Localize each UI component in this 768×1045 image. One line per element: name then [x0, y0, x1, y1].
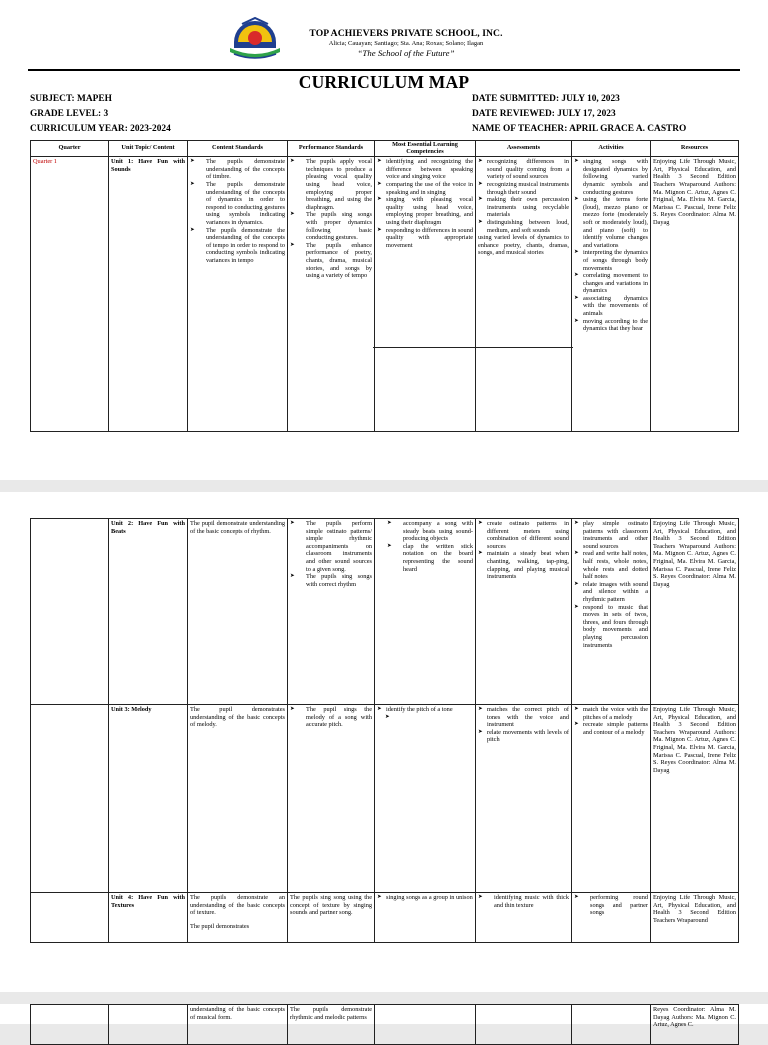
- date-submitted: DATE SUBMITTED: JULY 10, 2023: [472, 94, 620, 104]
- unit-cell: Unit 2: Have Fun with Beats: [109, 519, 188, 705]
- list-item: ➤ read and write half notes, half rests, whole notes, whole rests and dotted half notes: [574, 550, 648, 580]
- page-3: [0, 1004, 768, 1029]
- quarter-cell: [31, 519, 109, 705]
- col-resources: Resources: [651, 141, 739, 157]
- school-address: Alicia; Cauayan; Santiago; Sta. Ana; Roxas; Solano; Ilagan: [328, 40, 484, 47]
- list-item: ➤ respond to music that moves in sets of twos, threes, and fours through body movements and playing percussion instruments: [574, 604, 648, 650]
- list-item: ➤ relate movements with levels of pitch: [478, 729, 569, 744]
- list-item: ➤ identify the pitch of a tone: [377, 706, 473, 714]
- year-label: CURRICULUM YEAR: 2023-2024: [30, 124, 171, 134]
- list-item: ➤ play simple ostinato patterns with classroom instruments and other sound sources: [574, 520, 648, 550]
- curriculum-table: [30, 140, 739, 432]
- list-item: ➤ performing round songs and partner songs: [574, 894, 648, 917]
- assessments-cell: [476, 893, 572, 943]
- content-standards-cell: [188, 893, 288, 943]
- school-motto: “The School of the Future”: [357, 48, 455, 58]
- performance-standards-cell: The pupils sing song using the concept of texture by singing sounds and partner song.: [288, 893, 375, 943]
- col-assessments: Assessments: [476, 141, 572, 157]
- col-melc: Most Essential Learning Competencies: [375, 141, 476, 157]
- list-item: ➤ singing songs with designated dynamics by following varied dynamic symbols and conducting gestures: [574, 158, 648, 196]
- col-quarter: Quarter: [31, 141, 109, 157]
- list-item: ➤ match the voice with the pitches of a melody: [574, 706, 648, 721]
- content-standards-cell: The pupil demonstrate understanding of the basic concepts of rhythm.: [188, 519, 288, 705]
- resources-cell: Enjoying Life Through Music, Art, Physical Education, and Health 3 Second Edition Teachers Wraparound Authors: Ma. Mignon C. Artuz, Agnes C. Friginal, Ma. Elvira M. Garcia, Marissa C. Pascual, Irene Feliz S. Reyes Coordinator: Alma M. Dayag: [651, 157, 739, 432]
- performance-standards-cell: [288, 519, 375, 705]
- list-item: ➤ identifying and recognizing the difference between speaking voice and singing voice: [377, 158, 473, 181]
- list-item: ➤ distinguishing between loud, medium, and soft sounds: [478, 219, 569, 234]
- unit-cell: [109, 1005, 188, 1045]
- list-item: ➤ using the terms forte (loud), mezzo piano or mezzo forte (moderately soft or moderately loud), and piano (soft) to identify volume changes and variations: [574, 196, 648, 249]
- list-item: ➤ making their own percussion instruments using recyclable materials: [478, 196, 569, 219]
- list-item: ➤ recognizing musical instruments through their sound: [478, 181, 569, 196]
- assessment-tail: using varied levels of dynamics to enhance poetry, chants, dramas, songs, and musical stories: [478, 234, 569, 257]
- list-item: ➤ relate images with sound and silence within a rhythmic pattern: [574, 581, 648, 604]
- curriculum-table-continued: [30, 1004, 739, 1045]
- list-item: ➤ The pupils enhance performance of poetry, chants, drama, musical stories, and songs by using a variety of tempo: [290, 242, 372, 280]
- list-item: ➤ correlating movement to changes and variations in dynamics: [574, 272, 648, 295]
- col-performance-standards: Performance Standards: [288, 141, 375, 157]
- unit-cell: Unit 1: Have Fun with Sounds: [109, 157, 188, 432]
- grade-label: GRADE LEVEL: 3: [30, 109, 109, 119]
- resources-cell: Enjoying Life Through Music, Art, Physical Education, and Health 3 Second Edition Teachers Wraparound: [651, 893, 739, 943]
- list-item: ➤ maintain a steady beat when chanting, walking, tap-ping, clapping, and playing musical instruments: [478, 550, 569, 580]
- list-item: ➤ singing with pleasing vocal quality using head voice, employing proper breathing, and using their diaphragm: [377, 196, 473, 226]
- list-item: ➤ The pupils perform simple ostinato patterns/ simple rhythmic accompaniments on classroom instruments and other sound sources to a given song.: [290, 520, 372, 573]
- melc-cell: [375, 893, 476, 943]
- school-seal-logo: [228, 12, 282, 66]
- melc-cell: [375, 519, 476, 705]
- performance-standards-cell: [288, 705, 375, 893]
- resources-cell: Enjoying Life Through Music, Art, Physical Education, and Health 3 Second Edition Teachers Wraparound Authors: Ma. Mignon C. Artuz, Agnes C. Friginal, Ma. Elvira M. Garcia, Marissa C. Pascual, Irene Feliz S. Reyes Coordinator: Alma M. Dayag: [651, 519, 739, 705]
- content-standards-cell: [188, 157, 288, 432]
- quarter-cell: Quarter 1: [31, 157, 109, 432]
- activities-cell: [572, 1005, 651, 1045]
- assessments-cell: [476, 705, 572, 893]
- quarter-cell: [31, 893, 109, 943]
- date-reviewed: DATE REVIEWED: JULY 17, 2023: [472, 109, 616, 119]
- table-row: [31, 1005, 739, 1045]
- page-1: [0, 0, 768, 480]
- assessments-cell: [476, 1005, 572, 1045]
- list-item: ➤ The pupils demonstrate the understanding of the concepts of tempo in order to respond to conducting symbols indicating variances in tempo: [190, 227, 285, 265]
- assessments-cell: [476, 157, 572, 432]
- list-item: ➤ The pupils apply vocal techniques to produce a pleasing vocal quality using head voice, employing proper breathing, and using the diaphragm.: [290, 158, 372, 211]
- table-row: [31, 893, 739, 943]
- list-item: ➤ responding to differences in sound quality with appropriate movement: [377, 227, 473, 250]
- unit-cell: Unit 4: Have Fun with Textures: [109, 893, 188, 943]
- list-item: ➤ The pupils sing songs with correct rhythm: [290, 573, 372, 588]
- cell-divider: [474, 347, 573, 348]
- melc-cell: [375, 705, 476, 893]
- activities-cell: [572, 705, 651, 893]
- list-item: ➤ interpreting the dynamics of songs through body movements: [574, 249, 648, 272]
- list-item: ➤ The pupil sings the melody of a song with accurate pitch.: [290, 706, 372, 729]
- list-item: ➤ recognizing differences in sound quality coming from a variety of sound sources: [478, 158, 569, 181]
- table-row: [31, 519, 739, 705]
- list-item: ➤ moving according to the dynamics that they hear: [574, 318, 648, 333]
- document-title: CURRICULUM MAP: [298, 72, 470, 92]
- activities-cell: [572, 519, 651, 705]
- list-item: ➤ matches the correct pitch of tones with the voice and instrument: [478, 706, 569, 729]
- list-item: ➤ clap the written stick notation on the board representing the sound heard: [387, 543, 473, 573]
- performance-standards-cell: [288, 157, 375, 432]
- cell-divider: [373, 347, 477, 348]
- activities-cell: [572, 893, 651, 943]
- content-text: The pupil demonstrates: [190, 922, 250, 930]
- curriculum-table-continued: [30, 518, 739, 943]
- subject-label: SUBJECT: MAPEH: [30, 94, 112, 104]
- col-content-standards: Content Standards: [188, 141, 288, 157]
- melc-cell: [375, 1005, 476, 1045]
- list-item: ➤ singing songs as a group in unison: [377, 894, 473, 902]
- list-item: ➤ The pupils demonstrate understanding of the concepts of timbre.: [190, 158, 285, 181]
- list-item: ➤ The pupils sing songs with proper dynamics following basic conducting gestures.: [290, 211, 372, 241]
- list-item: ➤ accompany a song with steady beats using sound-producing objects: [387, 520, 473, 543]
- list-item: ➤ comparing the use of the voice in speaking and in singing: [377, 181, 473, 196]
- header-rule: [28, 69, 740, 71]
- table-header-row: [31, 141, 739, 157]
- unit-cell: Unit 3: Melody: [109, 705, 188, 893]
- performance-standards-cell: The pupils demonstrate rhythmic and melodic patterns: [288, 1005, 375, 1045]
- school-header: [286, 28, 526, 58]
- list-item: ➤ create ostinato patterns in different meters using combination of different sound sources: [478, 520, 569, 550]
- table-row: [31, 157, 739, 432]
- activities-cell: [572, 157, 651, 432]
- content-standards-cell: understanding of the basic concepts of musical form.: [188, 1005, 288, 1045]
- col-unit: Unit Topic/ Content: [109, 141, 188, 157]
- list-item: ➤ recreate simple patterns and contour of a melody: [574, 721, 648, 736]
- teacher-name: NAME OF TEACHER: APRIL GRACE A. CASTRO: [472, 124, 687, 134]
- quarter-cell: [31, 1005, 109, 1045]
- school-name: TOP ACHIEVERS PRIVATE SCHOOL, INC.: [309, 28, 503, 39]
- col-activities: Activities: [572, 141, 651, 157]
- content-text: The pupils demonstrate an understanding of the basic concepts of texture.: [190, 894, 285, 917]
- quarter-cell: [31, 705, 109, 893]
- melc-cell: [375, 157, 476, 432]
- page-2: [0, 492, 768, 992]
- table-row: [31, 705, 739, 893]
- content-standards-cell: The pupil demonstrates understanding of the basic concepts of melody.: [188, 705, 288, 893]
- resources-cell: Enjoying Life Through Music, Art, Physical Education, and Health 3 Second Edition Teachers Wraparound Authors: Ma. Mignon C. Artuz, Agnes C. Friginal, Ma. Elvira M. Garcia, Marissa C. Pascual, Irene Feliz S. Reyes Coordinator: Alma M. Dayag: [651, 705, 739, 893]
- list-item: ➤ The pupils demonstrate understanding of the concepts of dynamics in order to respond to conducting gestures using symbols indicating variances in dynamics.: [190, 181, 285, 227]
- list-item: ➤ identifying music with thick and thin texture: [478, 894, 569, 909]
- assessments-cell: [476, 519, 572, 705]
- list-item: ➤ associating dynamics with the movements of animals: [574, 295, 648, 318]
- resources-cell: Reyes Coordinator: Alma M. Dayag Authors: Ma. Mignon C. Artuz, Agnes C.: [651, 1005, 739, 1045]
